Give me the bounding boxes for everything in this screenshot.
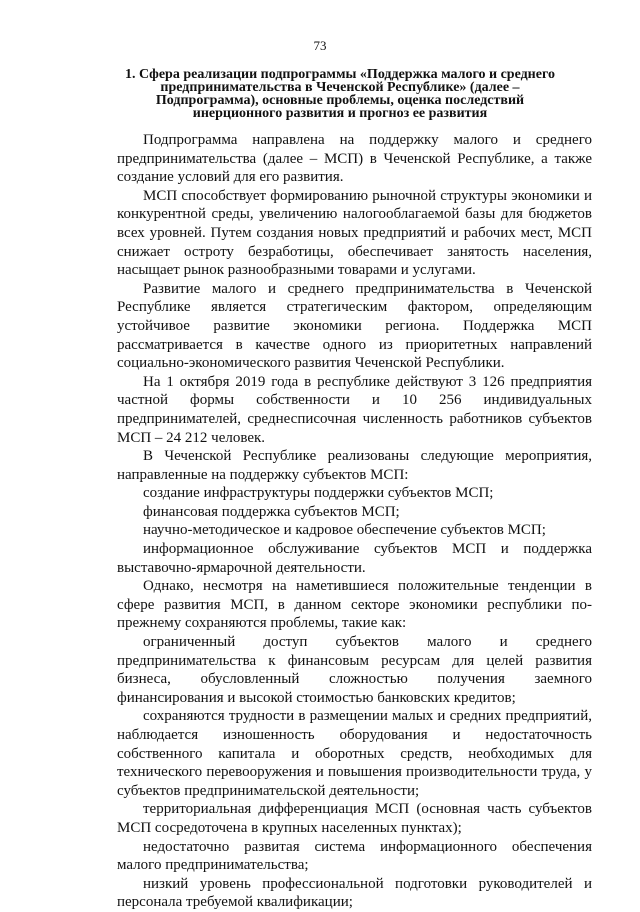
list-item: информационное обслуживание субъектов МСП и поддержка выставочно-ярмарочной деятельности. (117, 541, 592, 576)
list-item: недостаточно развитая система информационного обеспечения малого предпринимательства; (117, 838, 592, 874)
paragraph: Однако, несмотря на наметившиеся положительные тенденции в сфере развития МСП, в данном секторе экономики республики по-прежнему сохраняются проблемы, такие как: (117, 578, 592, 632)
list-item: территориальная дифференциация МСП (основная часть субъектов МСП сосредоточена в крупных населенных пунктах); (117, 801, 592, 836)
paragraph: В Чеченской Республике реализованы следующие мероприятия, направленные на поддержку субъектов МСП: (117, 448, 592, 483)
paragraph: На 1 октября 2019 года в республике действуют 3 126 предприятия частной формы собственности и 10 256 индивидуальных предпринимателей, среднесписочная численность работников субъектов МСП – 24 212 человек. (117, 373, 592, 446)
list-item: финансовая поддержка субъектов МСП; (143, 503, 400, 520)
body-text (117, 131, 592, 912)
paragraph: Подпрограмма направлена на поддержку малого и среднего предпринимательства (далее – МСП) в Чеченской Республике, а также создание условий для его развития. (117, 132, 592, 186)
list-item: сохраняются трудности в размещении малых и средних предприятий, наблюдается изношенность оборудования и недостаточность собственного капитала и оборотных средств, необходимых для технического перевооружения и повышения производительности труда, у субъектов предпринимательской деятельности; (117, 708, 592, 799)
section-heading: 1. Сфера реализации подпрограммы «Поддержка малого и среднего предпринимательства в Чеченской Республике» (далее – Подпрограмма), основные проблемы, оценка последствий инерционного развития и прогноз ее развития (125, 67, 555, 121)
page-number: 73 (313, 38, 327, 53)
paragraph: Развитие малого и среднего предпринимательства в Чеченской Республике является стратегическим фактором, определяющим устойчивое развитие экономики региона. Поддержка МСП рассматривается в качестве одного из приоритетных направлений социально-экономического развития Чеченской Республики. (117, 280, 592, 372)
list-item: низкий уровень профессиональной подготовки руководителей и персонала требуемой квалификации; (117, 875, 592, 911)
list-item: ограниченный доступ субъектов малого и среднего предпринимательства к финансовым ресурсам для целей развития бизнеса, обусловленный сложностью получения заемного финансирования и высокой стоимостью банковских кредитов; (117, 634, 592, 706)
paragraph: МСП способствует формированию рыночной структуры экономики и конкурентной среды, увеличению налогооблагаемой базы для бюджетов всех уровней. Путем создания новых предприятий и рабочих мест, МСП снижает остроту безработицы, обеспечивает занятость населения, насыщает рынок разнообразными товарами и услугами. (117, 187, 592, 279)
list-item: создание инфраструктуры поддержки субъектов МСП; (143, 485, 494, 502)
list-item: научно-методическое и кадровое обеспечение субъектов МСП; (143, 522, 546, 539)
